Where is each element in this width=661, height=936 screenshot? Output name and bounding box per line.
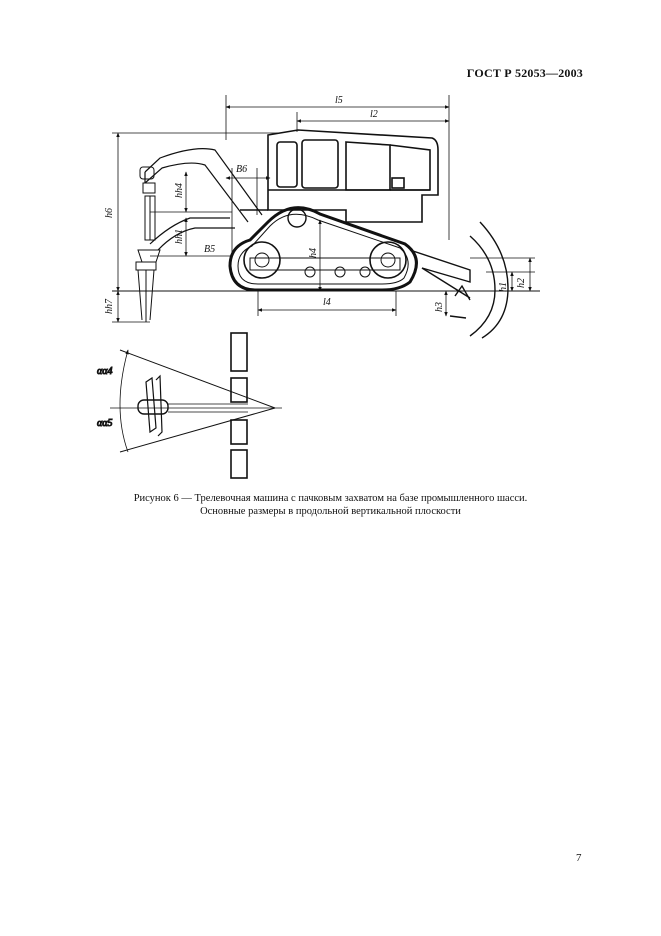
page-number: 7 [576,852,582,864]
label-h3: h3 [434,302,445,312]
figure-caption [0,492,661,518]
label-hh4: hh4 [174,183,185,198]
dimension-h1-h2-h3 [434,258,535,316]
label-l2: l2 [370,109,378,120]
label-aa4: αα4 [97,366,113,377]
dimension-hh7 [104,291,150,322]
label-B5: B5 [204,244,216,255]
grapple-head [136,167,160,322]
label-h2: h2 [516,278,527,288]
label-hh1: hh1 [174,229,185,244]
label-l4: l4 [323,297,331,308]
machine-body [240,130,438,222]
dozer-blade [410,222,508,338]
label-h1: h1 [498,282,509,292]
label-B6: B6 [236,164,248,175]
document-header: ГОСТ Р 52053—2003 [466,66,583,80]
caption-line-1: Рисунок 6 — Трелевочная машина с пачковым захватом на базе промышленного шасси. [133,493,528,504]
crawler-track [230,208,416,290]
grapple-plan-view [97,333,282,478]
dimension-l2 [297,109,449,132]
caption-line-2: Основные размеры в продольной вертикальной плоскости [200,506,461,517]
label-aa5: αα5 [97,418,113,429]
label-h4: h4 [308,248,319,258]
label-hh7: hh7 [104,299,115,314]
label-h6: h6 [104,208,115,218]
label-l5: l5 [335,95,343,106]
